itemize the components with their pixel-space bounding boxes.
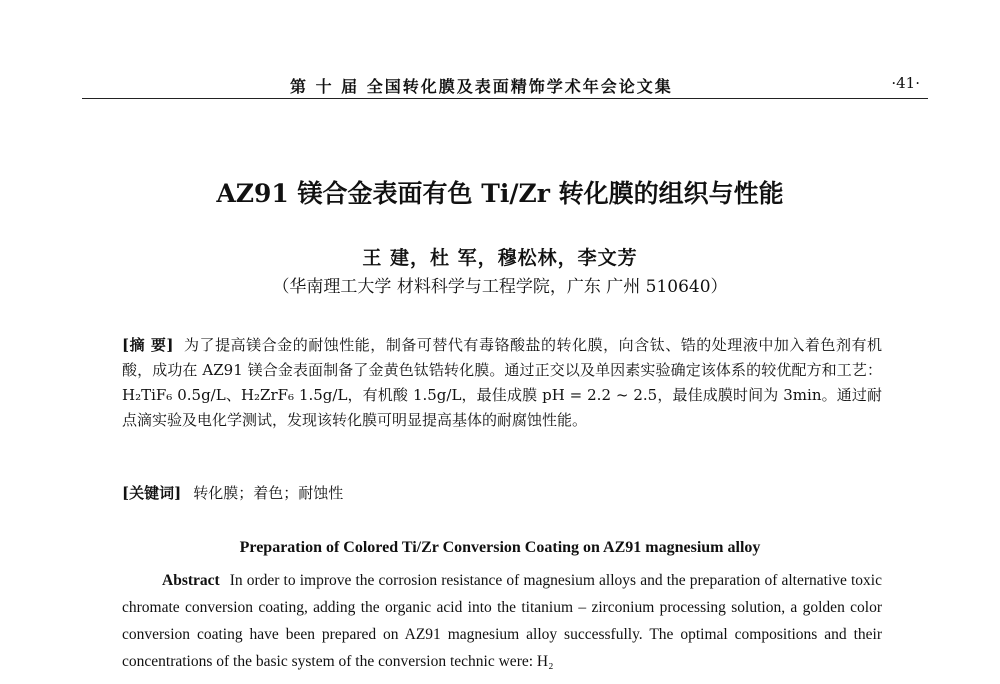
abstract-chinese [122,333,882,433]
keywords-label: [关键词] [122,484,182,502]
abstract-label: [摘 要] [122,336,174,354]
affiliation: （华南理工大学 材料科学与工程学院，广东 广州 510640） [272,277,728,297]
conference-name: 第 十 届 全国转化膜及表面精饰学术年会论文集 [290,77,673,96]
english-abstract-text: In order to improve the corrosion resistance of magnesium alloys and the preparation of alternative toxic chromate conversion coating, adding the organic acid into the titanium – zirconium processing solution, a golden color conversion coating have been prepared on AZ91 magnesium alloy successfully. The optimal compositions and their concentrations of the basic system of the conversion technic were: H₂ [122,572,882,670]
author-list: 王 建，杜 军，穆松林，李文芳 [362,247,638,269]
abstract-english [122,567,882,675]
keywords-chinese [122,481,882,505]
english-abstract-label: Abstract [162,572,220,589]
running-header [82,70,928,99]
page-number: ·41· [891,74,920,92]
english-title: Preparation of Colored Ti/Zr Conversion Coating on AZ91 magnesium alloy [239,539,761,556]
keywords-text: 转化膜；着色；耐蚀性 [193,484,344,502]
abstract-text: 为了提高镁合金的耐蚀性能，制备可替代有毒铬酸盐的转化膜，向含钛、锆的处理液中加入着色剂有机酸，成功在 AZ91 镁合金表面制备了金黄色钛锆转化膜。通过正交以及单因素实验确定该体系的较优配方和工艺：H₂TiF₆ 0.5g/L、H₂ZrF₆ 1.5g/L，有机酸 1.5g/L，最佳成膜 pH = 2.2 ~ 2.5，最佳成膜时间为 3min。通过耐点滴实验及电化学测试，发现该转化膜可明显提高基体的耐腐蚀性能。 [122,336,882,429]
paper-title: AZ91 镁合金表面有色 Ti/Zr 转化膜的组织与性能 [216,179,784,208]
